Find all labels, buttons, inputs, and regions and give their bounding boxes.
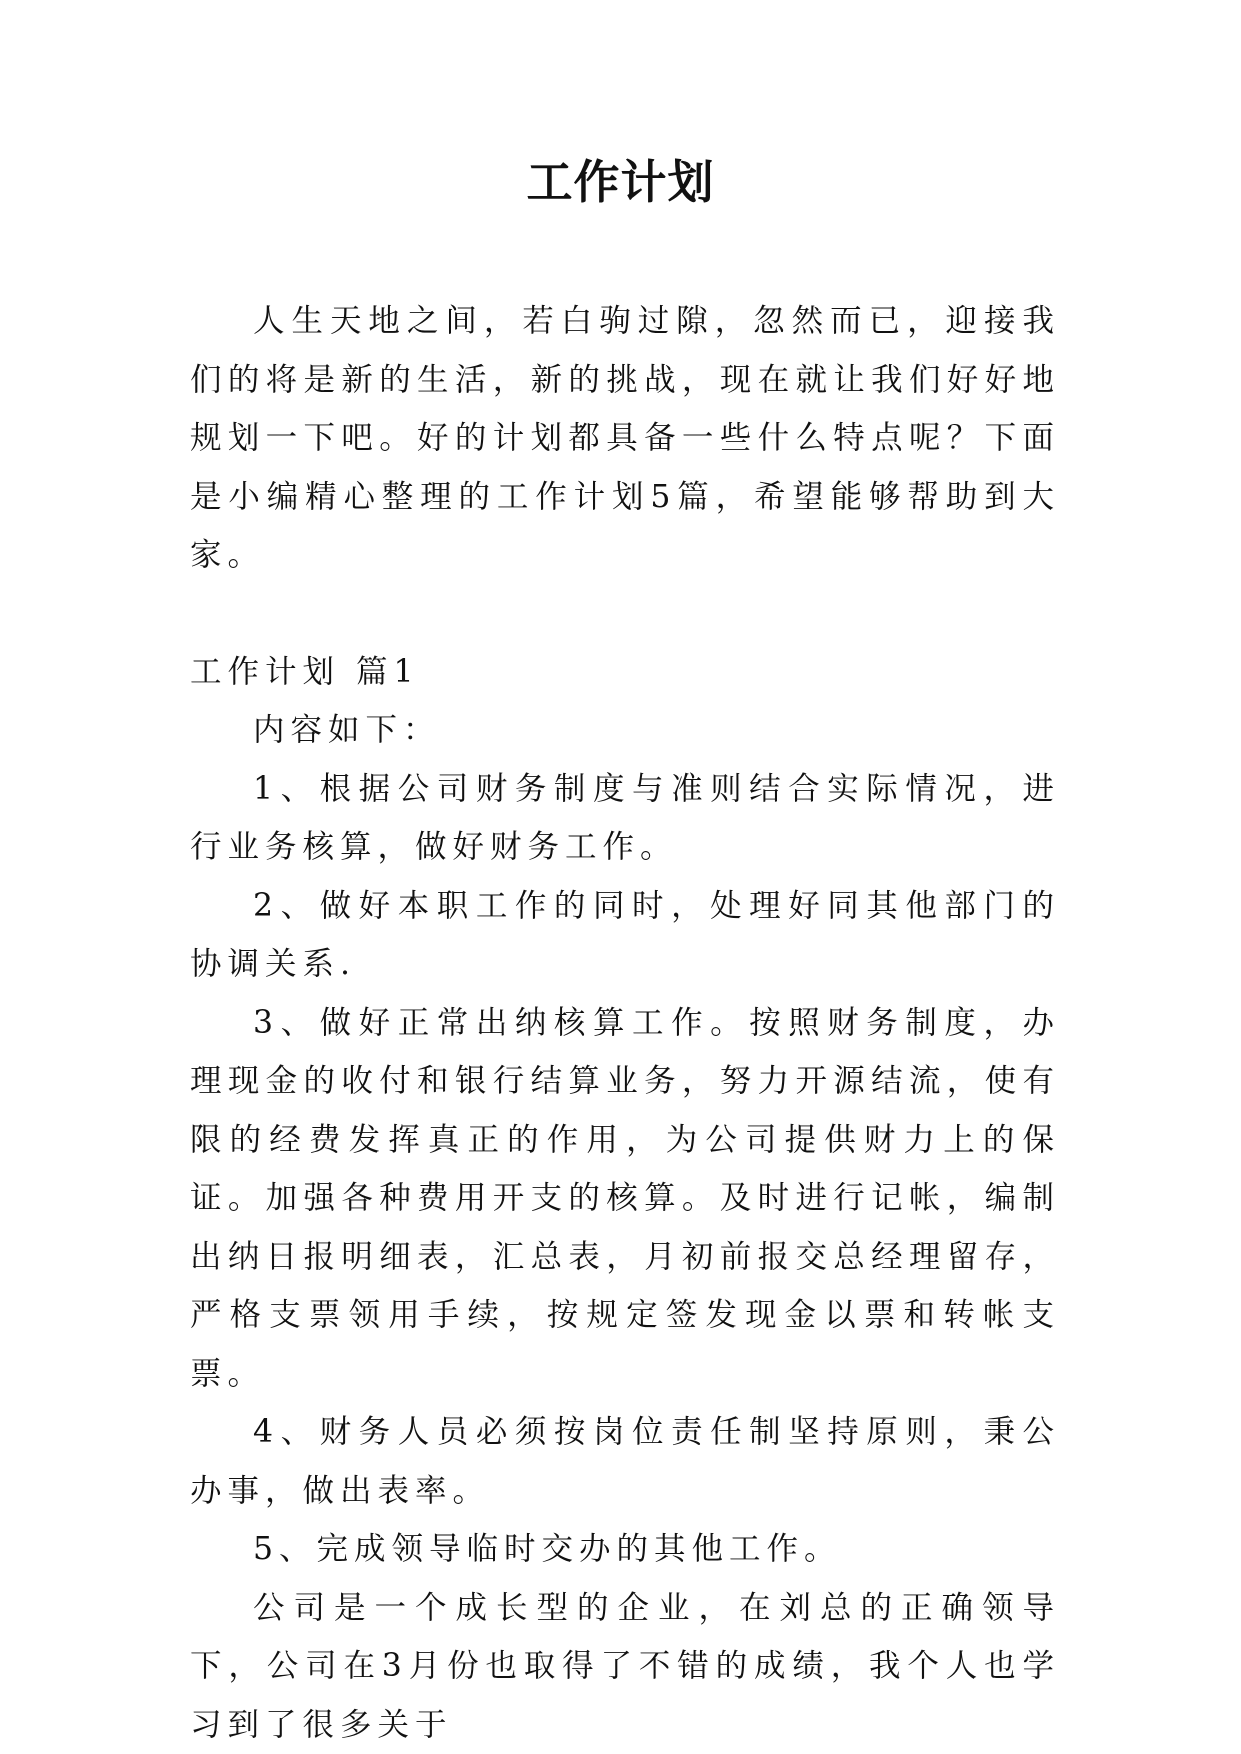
content-label: 内容如下： xyxy=(253,712,441,748)
section-heading: 工作计划 篇1 xyxy=(190,653,420,690)
intro-paragraph: 人生天地之间，若白驹过隙，忽然而已，迎接我们的将是新的生活，新的挑战，现在就让我们好好地规划一下吧。好的计划都具备一些什么特点呢？下面是小编精心整理的工作计划5篇，希望能够帮助到大家。 xyxy=(190,303,1060,573)
paragraph-gap xyxy=(190,585,1060,643)
document-body xyxy=(190,292,1060,1754)
list-item: 5、完成领导临时交办的其他工作。 xyxy=(253,1531,842,1567)
closing-paragraph: 公司是一个成长型的企业，在刘总的正确领导下，公司在3月份也取得了不错的成绩，我个人也学习到了很多关于 xyxy=(190,1589,1060,1743)
list-item: 3、做好正常出纳核算工作。按照财务制度，办理现金的收付和银行结算业务，努力开源结流，使有限的经费发挥真正的作用，为公司提供财力上的保证。加强各种费用开支的核算。及时进行记帐，编制出纳日报明细表，汇总表，月初前报交总经理留存，严格支票领用手续，按规定签发现金以票和转帐支票。 xyxy=(190,1004,1060,1392)
list-item: 4、财务人员必须按岗位责任制坚持原则，秉公办事，做出表率。 xyxy=(190,1414,1060,1509)
document-title: 工作计划 xyxy=(526,155,715,209)
list-item: 1、根据公司财务制度与准则结合实际情况，进行业务核算，做好财务工作。 xyxy=(190,770,1060,865)
list-item: 2、做好本职工作的同时，处理好同其他部门的协调关系. xyxy=(190,887,1060,982)
